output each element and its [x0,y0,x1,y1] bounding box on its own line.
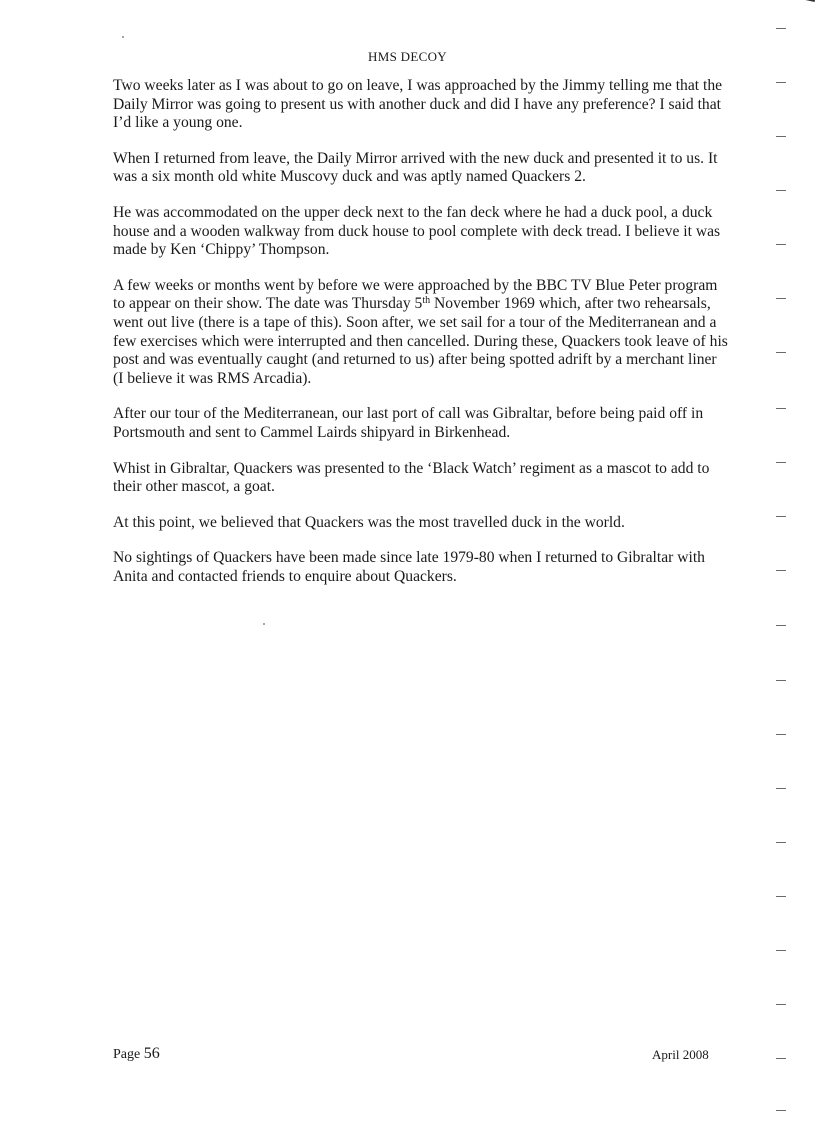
paragraph-4 [113,277,728,389]
margin-tick-mark [776,950,786,951]
paragraph-1: Two weeks later as I was about to go on leave, I was approached by the Jimmy telling me that the Daily Mirror was going to present us with another duck and did I have any preference? I said that I’d like a young one. [113,77,723,132]
body-text [113,77,728,603]
scan-speck [122,36,124,38]
paragraph-3: He was accommodated on the upper deck next to the fan deck where he had a duck pool, a duck house and a wooden walkway from duck house to pool complete with deck tread. I believe it was made by Ken ‘Chippy’ Thompson. [113,203,721,259]
margin-tick-mark [776,352,786,353]
margin-tick-mark [776,842,786,843]
paragraph-5: After our tour of the Mediterranean, our last port of call was Gibraltar, before being paid off in Portsmouth and sent to Cammel Lairds shipyard in Birkenhead. [113,405,704,441]
margin-tick-mark [776,1058,786,1059]
margin-tick-mark [776,244,786,245]
ordinal-suffix: th [422,295,431,307]
page-number-value: 56 [143,1045,160,1062]
paragraph-4-part-2: November 1969 which, after two rehearsals, went out live (there is a tape of this). Soon after, we set sail for a tour of the Mediterranean and a few exercises which were interrupted and then cancelled. During these, Quackers took leave of his post and was eventually caught (and returned to us) after being spotted adrift by a merchant liner (I believe it was RMS Arcadia). [113,295,728,387]
page-label: Page [113,1047,141,1062]
margin-tick-mark [776,516,786,517]
footer-date: April 2008 [652,1047,709,1062]
margin-tick-mark [776,190,786,191]
margin-tick-mark [776,680,786,681]
paragraph-8: No sightings of Quackers have been made since late 1979-80 when I returned to Gibraltar with Anita and contacted friends to enquire about Quackers. [113,549,705,585]
margin-tick-mark [776,896,786,897]
margin-tick-mark [776,734,786,735]
margin-tick-mark [776,462,786,463]
margin-tick-mark [776,1110,786,1111]
running-header: HMS DECOY [368,49,447,64]
scan-corner-mark [800,0,815,6]
margin-tick-mark [776,1004,786,1005]
margin-tick-mark [776,298,786,299]
scan-speck [263,623,265,625]
margin-tick-mark [776,570,786,571]
paragraph-2: When I returned from leave, the Daily Mirror arrived with the new duck and presented it to us. It was a six month old white Muscovy duck and was aptly named Quackers 2. [113,149,718,186]
margin-tick-mark [776,408,786,409]
margin-tick-mark [776,82,786,83]
paragraph-4-part-1: A few weeks or months went by before we were approached by the BBC TV Blue Peter program to appear on their show. The date was Thursday 5 [113,276,718,313]
page-number [113,1045,160,1063]
paragraph-6: Whist in Gibraltar, Quackers was presented to the ‘Black Watch’ regiment as a mascot to add to their other mascot, a goat. [113,459,710,496]
paragraph-7: At this point, we believed that Quackers was the most travelled duck in the world. [113,513,625,531]
binding-margin-marks [776,0,788,1122]
margin-tick-mark [776,28,786,29]
margin-tick-mark [776,788,786,789]
margin-tick-mark [776,625,786,626]
margin-tick-mark [776,136,786,137]
